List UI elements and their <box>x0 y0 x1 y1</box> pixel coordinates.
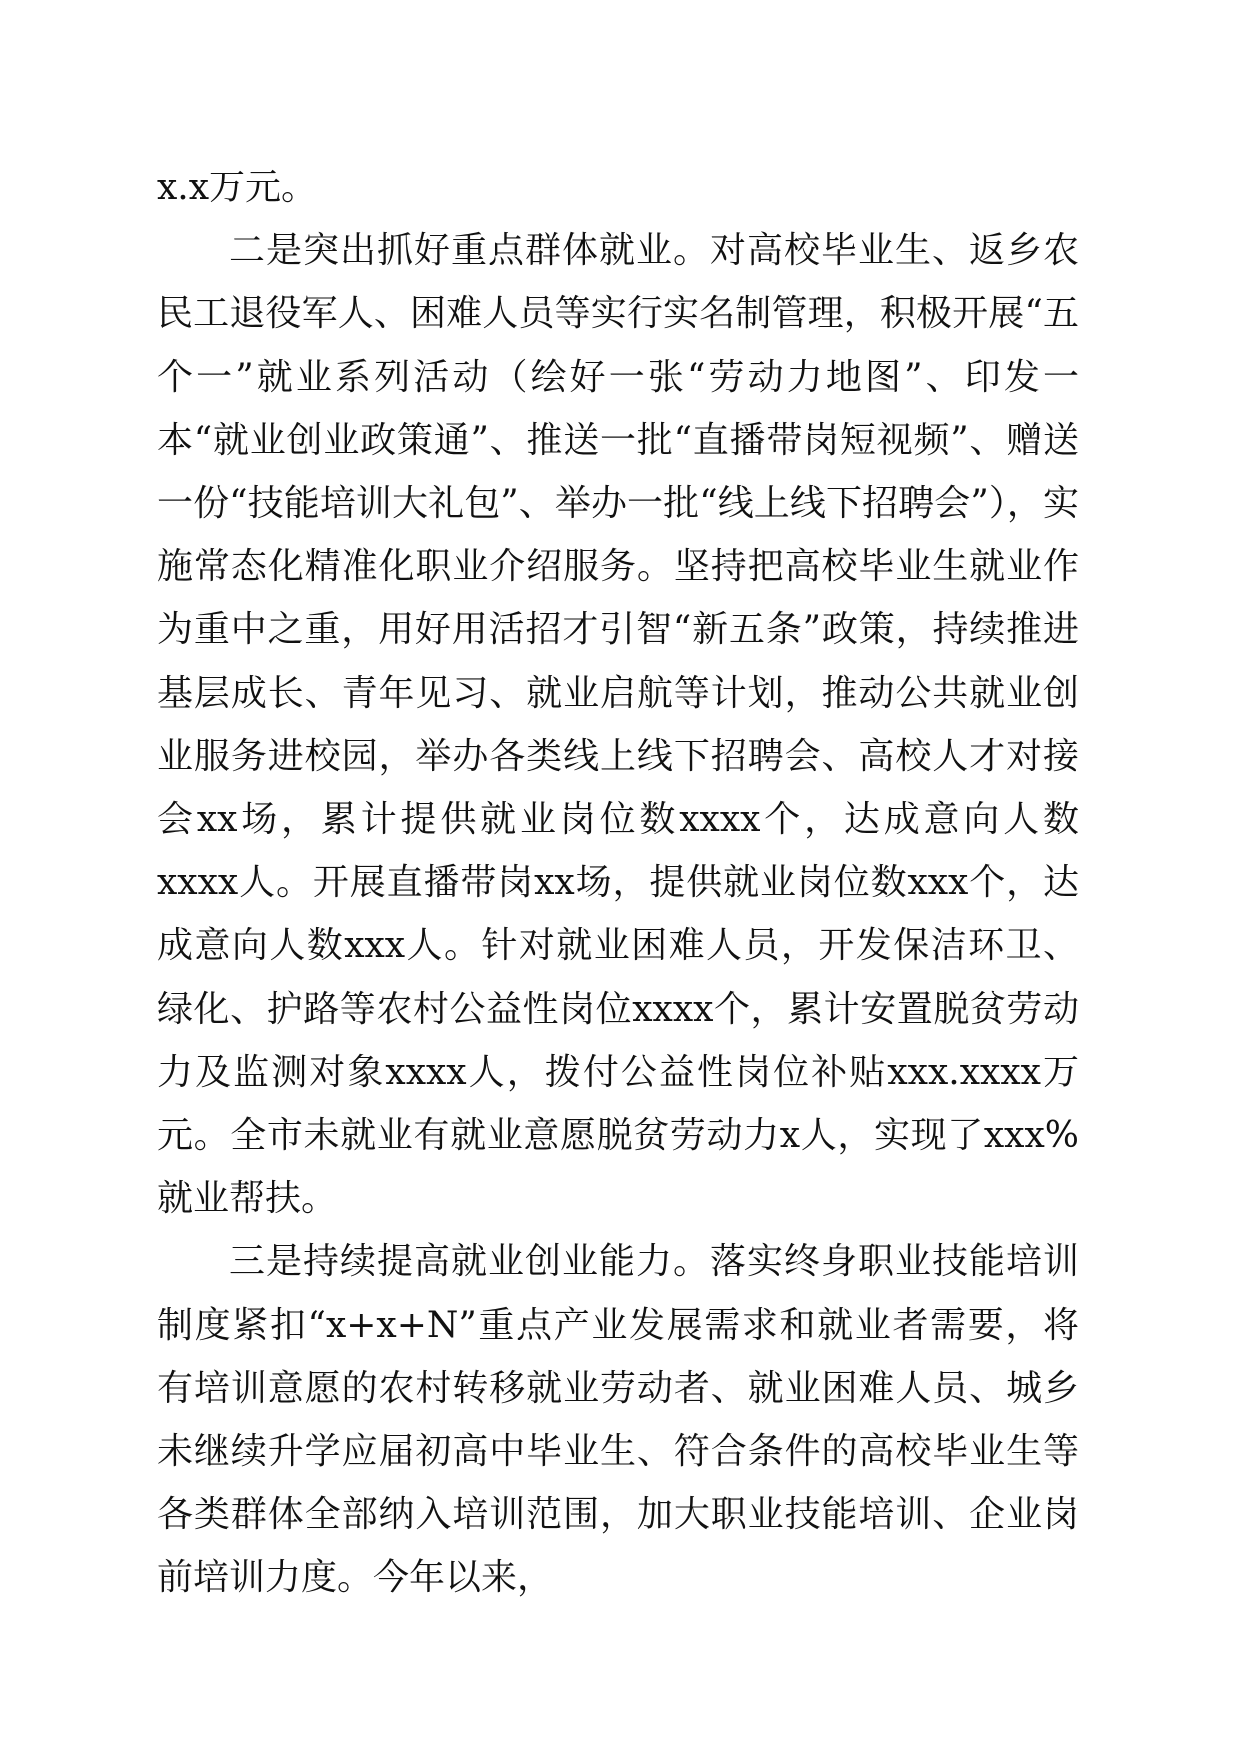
paragraph-employment-capability: 三是持续提高就业创业能力。落实终身职业技能培训制度紧扣“x+x+N”重点产业发展需求和就业者需要，将有培训意愿的农村转移就业劳动者、就业困难人员、城乡未继续升学应届初高中毕业生、符合条件的高校毕业生等各类群体全部纳入培训范围，加大职业技能培训、企业岗前培训力度。今年以来， <box>157 1241 1079 1599</box>
body-text <box>157 156 1079 1610</box>
paragraph-key-groups-employment: 二是突出抓好重点群体就业。对高校毕业生、返乡农民工退役军人、困难人员等实行实名制管理，积极开展“五个一”就业系列活动（绘好一张“劳动力地图”、印发一本“就业创业政策通”、推送一批“直播带岗短视频”、赠送一份“技能培训大礼包”、举办一批“线上线下招聘会”），实施常态化精准化职业介绍服务。坚持把高校毕业生就业作为重中之重，用好用活招才引智“新五条”政策，持续推进基层成长、青年见习、就业启航等计划，推动公共就业创业服务进校园，举办各类线上线下招聘会、高校人才对接会xx场，累计提供就业岗位数xxxx个，达成意向人数xxxx人。开展直播带岗xx场，提供就业岗位数xxx个，达成意向人数xxx人。针对就业困难人员，开发保洁环卫、绿化、护路等农村公益性岗位xxxx个，累计安置脱贫劳动力及监测对象xxxx人，拨付公益性岗位补贴xxx.xxxx万元。全市未就业有就业意愿脱贫劳动力x人，实现了xxx%就业帮扶。 <box>157 230 1079 1220</box>
paragraph-continuation: x.x万元。 <box>157 167 318 208</box>
